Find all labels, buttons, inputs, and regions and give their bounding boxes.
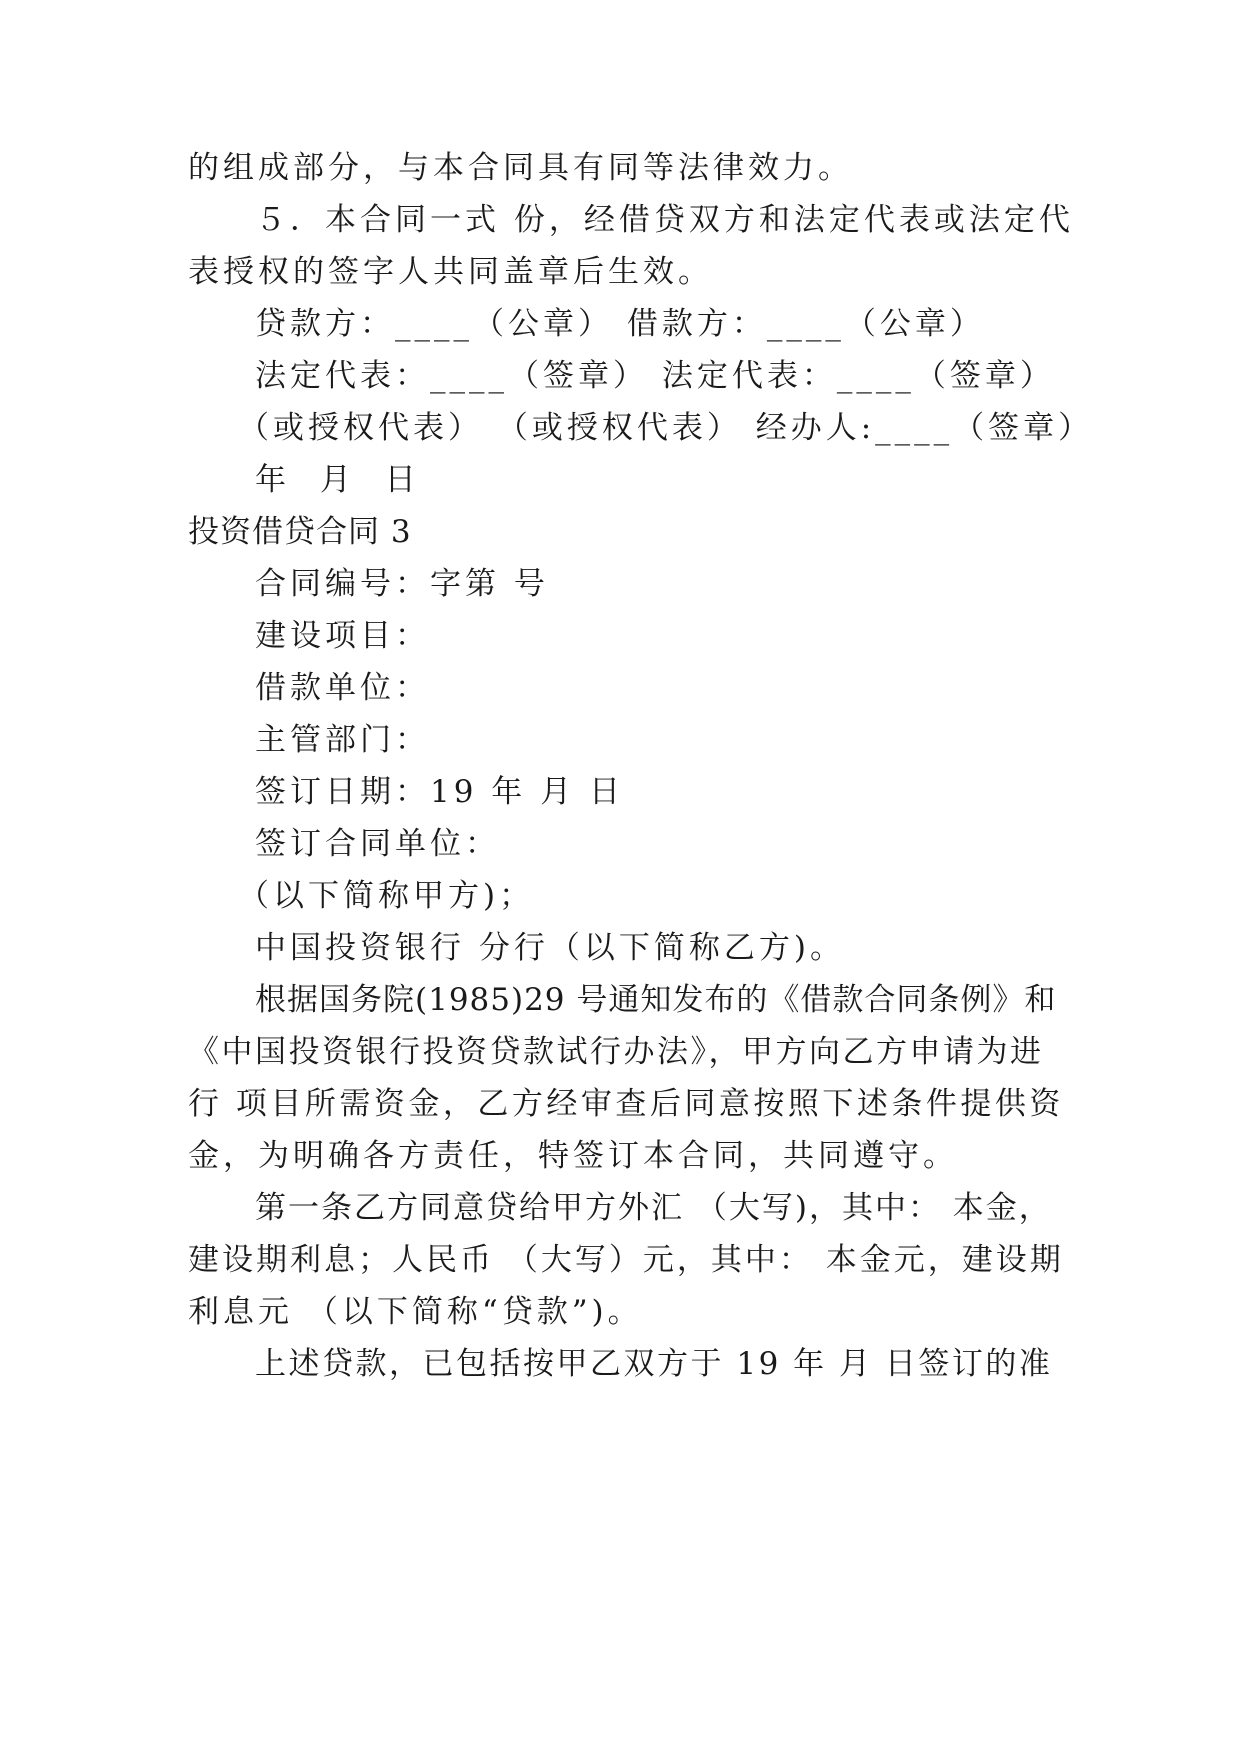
borrower-line: 借款单位： <box>255 670 430 706</box>
paragraph-line: 的组成部分，与本合同具有同等法律效力。 <box>188 150 853 186</box>
section-title: 投资借贷合同 3 <box>188 514 412 550</box>
signing-parties-line: 签订合同单位： <box>255 826 500 862</box>
paragraph-line: 上述贷款，已包括按甲乙双方于 19 年 月 日签订的准 <box>255 1346 1053 1382</box>
authorized-rep-line: （或授权代表） （或授权代表） 经办人:____（签章） <box>238 410 1094 446</box>
project-line: 建设项目： <box>255 618 430 654</box>
lender-signature-line: 贷款方：____（公章） 借款方：____（公章） <box>255 306 985 342</box>
paragraph-line: 建设期利息；人民币 （大写）元，其中： 本金元，建设期 <box>188 1242 1064 1278</box>
party-a-line: （以下简称甲方)； <box>238 878 535 914</box>
date-line: 年 月 日 <box>255 462 428 498</box>
paragraph-line: 金，为明确各方责任，特签订本合同，共同遵守。 <box>188 1138 958 1174</box>
paragraph-line: 表授权的签字人共同盖章后生效。 <box>188 254 713 290</box>
party-b-line: 中国投资银行 分行（以下简称乙方)。 <box>255 930 845 966</box>
clause-5-line: ５．本合同一式 份，经借贷双方和法定代表或法定代 <box>255 202 1074 238</box>
article-1-line: 第一条乙方同意贷给甲方外汇 （大写)，其中： 本金， <box>255 1190 1052 1226</box>
paragraph-line: 《中国投资银行投资贷款试行办法》，甲方向乙方申请为进 <box>188 1034 1044 1070</box>
legal-rep-signature-line: 法定代表：____（签章） 法定代表：____（签章） <box>255 358 1055 394</box>
paragraph-line: 行 项目所需资金，乙方经审查后同意按照下述条件提供资 <box>188 1086 1064 1122</box>
department-line: 主管部门： <box>255 722 430 758</box>
contract-number-line: 合同编号：字第 号 <box>255 566 549 602</box>
paragraph-line: 根据国务院(1985)29 号通知发布的《借款合同条例》和 <box>255 982 1057 1018</box>
paragraph-line: 利息元 （以下简称“贷款”)。 <box>188 1294 643 1330</box>
signing-date-line: 签订日期：19 年 月 日 <box>255 774 625 810</box>
